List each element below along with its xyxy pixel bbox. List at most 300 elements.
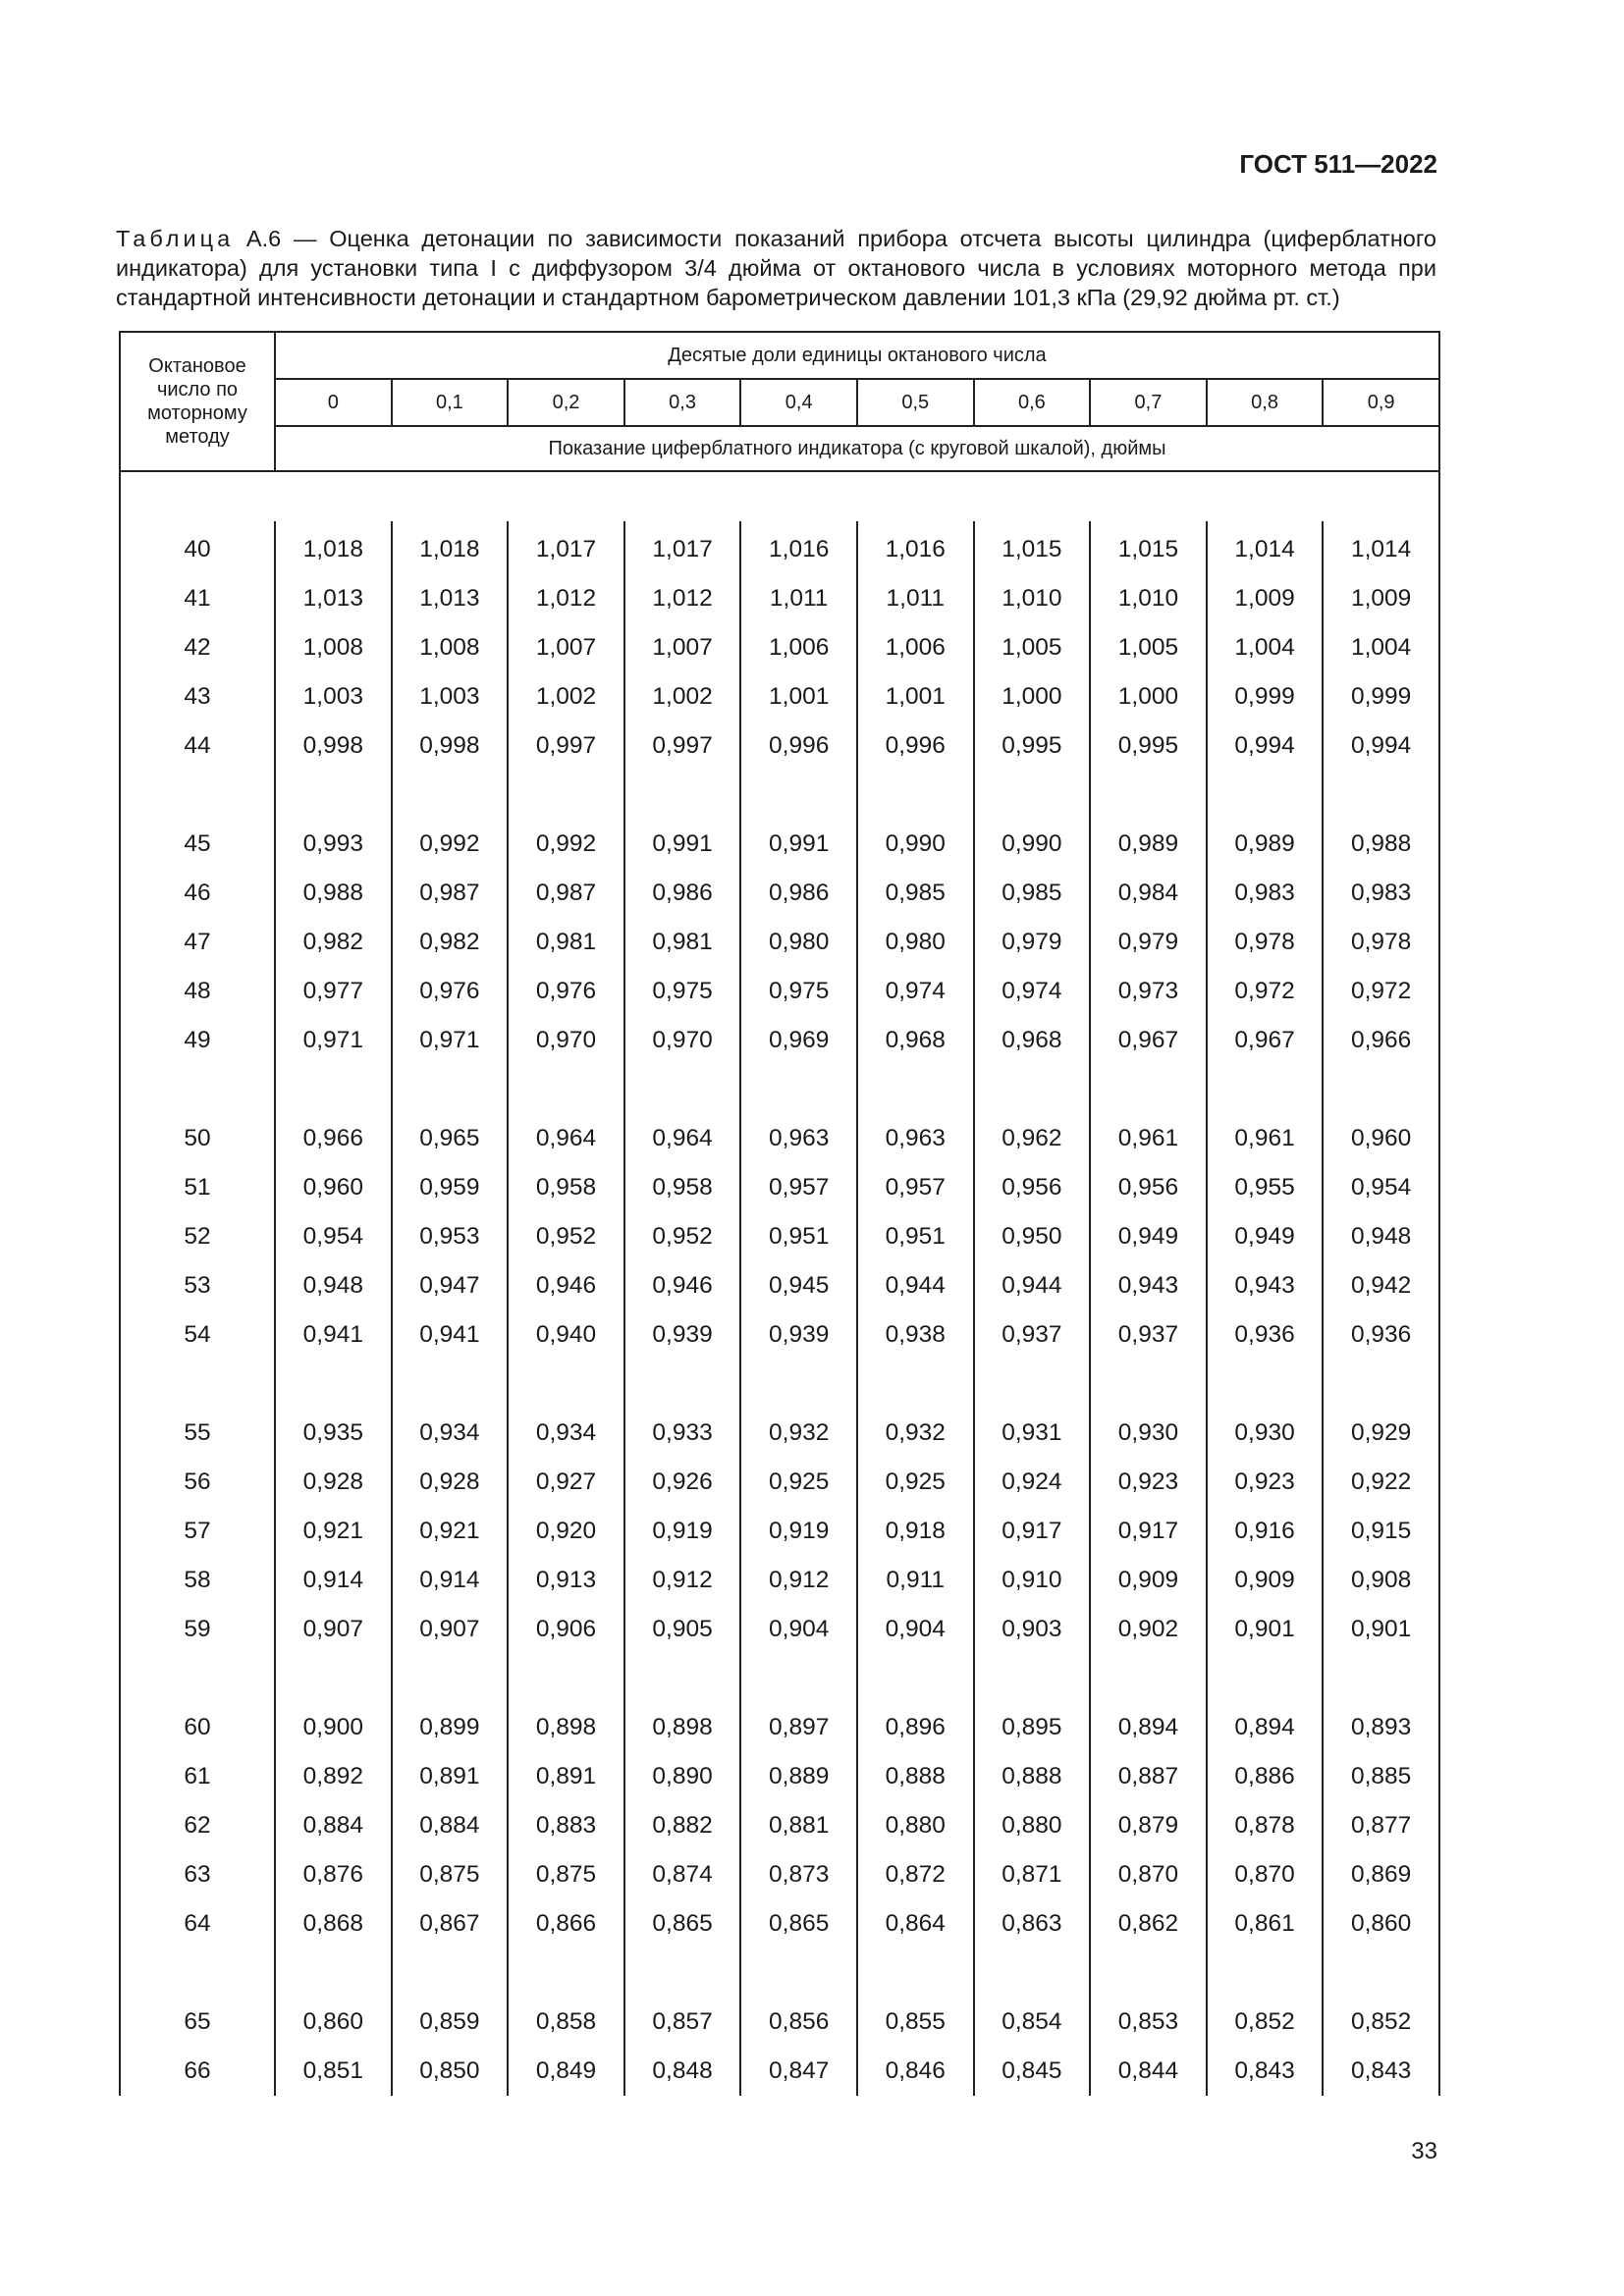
value-cell: 0,925 xyxy=(857,1458,974,1507)
value-cell: 0,971 xyxy=(275,1016,392,1065)
value-cell: 0,958 xyxy=(508,1163,624,1212)
octane-number-header: Октановое число по моторному методу xyxy=(120,332,275,471)
value-cell: 0,865 xyxy=(740,1899,857,1949)
value-cell: 1,008 xyxy=(275,623,392,672)
value-cell: 0,880 xyxy=(974,1801,1091,1850)
value-cell: 0,991 xyxy=(624,820,741,869)
value-cell: 1,011 xyxy=(740,574,857,623)
octane-cell: 57 xyxy=(120,1507,275,1556)
value-cell: 0,928 xyxy=(392,1458,509,1507)
value-cell: 0,937 xyxy=(1090,1310,1207,1360)
value-cell: 0,874 xyxy=(624,1850,741,1899)
table-row xyxy=(120,672,1439,721)
value-cell: 1,010 xyxy=(974,574,1091,623)
group-spacer-cell xyxy=(1090,1949,1207,1998)
value-cell: 0,924 xyxy=(974,1458,1091,1507)
value-cell: 0,952 xyxy=(624,1212,741,1261)
value-cell: 0,939 xyxy=(740,1310,857,1360)
value-cell: 0,940 xyxy=(508,1310,624,1360)
value-cell: 0,946 xyxy=(624,1261,741,1310)
octane-cell: 53 xyxy=(120,1261,275,1310)
value-cell: 0,947 xyxy=(392,1261,509,1310)
value-cell: 0,989 xyxy=(1207,820,1324,869)
value-cell: 0,898 xyxy=(624,1703,741,1752)
value-cell: 0,994 xyxy=(1323,721,1439,771)
value-cell: 0,943 xyxy=(1090,1261,1207,1310)
value-cell: 0,942 xyxy=(1323,1261,1439,1310)
value-cell: 0,981 xyxy=(508,918,624,967)
value-cell: 0,917 xyxy=(974,1507,1091,1556)
value-cell: 0,904 xyxy=(857,1605,974,1654)
header-separator xyxy=(120,471,1439,521)
value-cell: 0,906 xyxy=(508,1605,624,1654)
value-cell: 0,991 xyxy=(740,820,857,869)
value-cell: 0,881 xyxy=(740,1801,857,1850)
table-body xyxy=(120,471,1439,2096)
octane-cell: 62 xyxy=(120,1801,275,1850)
value-cell: 0,970 xyxy=(508,1016,624,1065)
value-cell: 0,922 xyxy=(1323,1458,1439,1507)
group-spacer-cell xyxy=(624,771,741,820)
value-cell: 0,861 xyxy=(1207,1899,1324,1949)
value-cell: 0,893 xyxy=(1323,1703,1439,1752)
value-cell: 0,886 xyxy=(1207,1752,1324,1801)
value-cell: 0,851 xyxy=(275,2047,392,2096)
value-cell: 1,014 xyxy=(1323,521,1439,574)
value-cell: 0,992 xyxy=(508,820,624,869)
value-cell: 0,866 xyxy=(508,1899,624,1949)
group-spacer-cell xyxy=(392,1065,509,1114)
value-cell: 0,996 xyxy=(857,721,974,771)
table-row xyxy=(120,869,1439,918)
group-spacer-cell xyxy=(740,1654,857,1703)
group-spacer-cell xyxy=(1090,1654,1207,1703)
group-spacer-cell xyxy=(508,771,624,820)
group-spacer-cell xyxy=(740,1065,857,1114)
value-cell: 0,995 xyxy=(1090,721,1207,771)
value-cell: 0,883 xyxy=(508,1801,624,1850)
value-cell: 0,944 xyxy=(857,1261,974,1310)
value-cell: 0,968 xyxy=(857,1016,974,1065)
value-cell: 0,993 xyxy=(275,820,392,869)
value-cell: 1,010 xyxy=(1090,574,1207,623)
value-cell: 0,870 xyxy=(1207,1850,1324,1899)
value-cell: 0,885 xyxy=(1323,1752,1439,1801)
value-cell: 1,007 xyxy=(508,623,624,672)
table-row xyxy=(120,1703,1439,1752)
group-spacer-cell xyxy=(392,1949,509,1998)
value-cell: 0,963 xyxy=(740,1114,857,1163)
tenths-header: Десятые доли единицы октанового числа xyxy=(275,332,1439,379)
octane-cell: 47 xyxy=(120,918,275,967)
octane-cell: 60 xyxy=(120,1703,275,1752)
octane-cell: 58 xyxy=(120,1556,275,1605)
value-cell: 0,889 xyxy=(740,1752,857,1801)
value-cell: 0,967 xyxy=(1090,1016,1207,1065)
value-cell: 0,865 xyxy=(624,1899,741,1949)
table-caption-lead: Таблица xyxy=(116,226,235,251)
value-cell: 0,953 xyxy=(392,1212,509,1261)
value-cell: 0,972 xyxy=(1323,967,1439,1016)
value-cell: 1,016 xyxy=(857,521,974,574)
value-cell: 1,017 xyxy=(624,521,741,574)
value-cell: 0,988 xyxy=(275,869,392,918)
value-cell: 0,965 xyxy=(392,1114,509,1163)
table-row xyxy=(120,623,1439,672)
value-cell: 0,887 xyxy=(1090,1752,1207,1801)
group-spacer-cell xyxy=(120,1360,275,1409)
value-cell: 0,930 xyxy=(1090,1409,1207,1458)
value-cell: 0,968 xyxy=(974,1016,1091,1065)
value-cell: 0,941 xyxy=(392,1310,509,1360)
value-cell: 1,000 xyxy=(1090,672,1207,721)
value-cell: 0,903 xyxy=(974,1605,1091,1654)
value-cell: 0,896 xyxy=(857,1703,974,1752)
octane-cell: 52 xyxy=(120,1212,275,1261)
value-cell: 0,936 xyxy=(1323,1310,1439,1360)
value-cell: 0,909 xyxy=(1207,1556,1324,1605)
group-spacer-cell xyxy=(508,1949,624,1998)
octane-cell: 48 xyxy=(120,967,275,1016)
value-cell: 1,007 xyxy=(624,623,741,672)
value-cell: 0,858 xyxy=(508,1998,624,2047)
value-cell: 1,012 xyxy=(624,574,741,623)
group-spacer-cell xyxy=(508,1654,624,1703)
value-cell: 0,862 xyxy=(1090,1899,1207,1949)
group-spacer-cell xyxy=(1090,1360,1207,1409)
table-row xyxy=(120,1850,1439,1899)
table-row xyxy=(120,1310,1439,1360)
table-row xyxy=(120,574,1439,623)
value-cell: 0,901 xyxy=(1323,1605,1439,1654)
value-cell: 0,985 xyxy=(857,869,974,918)
value-cell: 0,860 xyxy=(1323,1899,1439,1949)
table-row xyxy=(120,1163,1439,1212)
value-cell: 1,004 xyxy=(1323,623,1439,672)
value-cell: 0,955 xyxy=(1207,1163,1324,1212)
value-cell: 0,934 xyxy=(508,1409,624,1458)
value-cell: 0,852 xyxy=(1207,1998,1324,2047)
value-cell: 0,995 xyxy=(974,721,1091,771)
value-cell: 0,875 xyxy=(392,1850,509,1899)
value-cell: 0,882 xyxy=(624,1801,741,1850)
value-cell: 0,961 xyxy=(1207,1114,1324,1163)
value-cell: 0,907 xyxy=(275,1605,392,1654)
group-spacer-cell xyxy=(857,1949,974,1998)
group-spacer-cell xyxy=(1207,771,1324,820)
column-header: 0,4 xyxy=(740,379,857,426)
value-cell: 0,855 xyxy=(857,1998,974,2047)
value-cell: 0,843 xyxy=(1323,2047,1439,2096)
value-cell: 0,908 xyxy=(1323,1556,1439,1605)
value-cell: 0,898 xyxy=(508,1703,624,1752)
value-cell: 0,998 xyxy=(392,721,509,771)
value-cell: 0,909 xyxy=(1090,1556,1207,1605)
value-cell: 0,926 xyxy=(624,1458,741,1507)
value-cell: 0,975 xyxy=(624,967,741,1016)
value-cell: 0,864 xyxy=(857,1899,974,1949)
value-cell: 0,976 xyxy=(508,967,624,1016)
value-cell: 0,863 xyxy=(974,1899,1091,1949)
value-cell: 0,982 xyxy=(275,918,392,967)
value-cell: 0,999 xyxy=(1207,672,1324,721)
value-cell: 0,983 xyxy=(1323,869,1439,918)
value-cell: 0,872 xyxy=(857,1850,974,1899)
table-row xyxy=(120,721,1439,771)
group-spacer-cell xyxy=(508,1065,624,1114)
value-cell: 1,008 xyxy=(392,623,509,672)
octane-cell: 45 xyxy=(120,820,275,869)
table-row xyxy=(120,2047,1439,2096)
group-spacer-cell xyxy=(275,1065,392,1114)
column-header: 0,5 xyxy=(857,379,974,426)
value-cell: 0,964 xyxy=(508,1114,624,1163)
value-cell: 0,957 xyxy=(857,1163,974,1212)
value-cell: 1,016 xyxy=(740,521,857,574)
value-cell: 0,913 xyxy=(508,1556,624,1605)
group-spacer-cell xyxy=(1323,1654,1439,1703)
value-cell: 0,910 xyxy=(974,1556,1091,1605)
value-cell: 0,948 xyxy=(1323,1212,1439,1261)
value-cell: 1,011 xyxy=(857,574,974,623)
octane-cell: 41 xyxy=(120,574,275,623)
value-cell: 1,001 xyxy=(857,672,974,721)
value-cell: 0,888 xyxy=(857,1752,974,1801)
value-cell: 0,952 xyxy=(508,1212,624,1261)
value-cell: 0,852 xyxy=(1323,1998,1439,2047)
value-cell: 0,892 xyxy=(275,1752,392,1801)
value-cell: 0,900 xyxy=(275,1703,392,1752)
value-cell: 0,921 xyxy=(392,1507,509,1556)
value-cell: 0,981 xyxy=(624,918,741,967)
value-cell: 0,877 xyxy=(1323,1801,1439,1850)
value-cell: 0,976 xyxy=(392,967,509,1016)
standard-designation: ГОСТ 511—2022 xyxy=(1239,149,1437,179)
value-cell: 0,983 xyxy=(1207,869,1324,918)
group-spacer-cell xyxy=(974,1949,1091,1998)
octane-cell: 64 xyxy=(120,1899,275,1949)
group-spacer-cell xyxy=(740,1360,857,1409)
value-cell: 1,013 xyxy=(275,574,392,623)
value-cell: 0,856 xyxy=(740,1998,857,2047)
value-cell: 0,987 xyxy=(392,869,509,918)
value-cell: 1,005 xyxy=(974,623,1091,672)
value-cell: 0,894 xyxy=(1090,1703,1207,1752)
value-cell: 1,003 xyxy=(275,672,392,721)
value-cell: 0,960 xyxy=(275,1163,392,1212)
octane-cell: 42 xyxy=(120,623,275,672)
value-cell: 0,931 xyxy=(974,1409,1091,1458)
value-cell: 0,999 xyxy=(1323,672,1439,721)
value-cell: 0,978 xyxy=(1323,918,1439,967)
value-cell: 0,966 xyxy=(275,1114,392,1163)
value-cell: 0,894 xyxy=(1207,1703,1324,1752)
value-cell: 1,015 xyxy=(1090,521,1207,574)
value-cell: 0,984 xyxy=(1090,869,1207,918)
value-cell: 0,944 xyxy=(974,1261,1091,1310)
value-cell: 0,996 xyxy=(740,721,857,771)
value-cell: 0,989 xyxy=(1090,820,1207,869)
value-cell: 0,912 xyxy=(624,1556,741,1605)
column-header: 0,7 xyxy=(1090,379,1207,426)
value-cell: 0,932 xyxy=(857,1409,974,1458)
value-cell: 1,000 xyxy=(974,672,1091,721)
group-spacer-cell xyxy=(1323,1949,1439,1998)
value-cell: 0,954 xyxy=(275,1212,392,1261)
group-spacer-cell xyxy=(1323,1360,1439,1409)
group-spacer-cell xyxy=(1207,1949,1324,1998)
table-row xyxy=(120,918,1439,967)
value-cell: 0,997 xyxy=(508,721,624,771)
octane-cell: 59 xyxy=(120,1605,275,1654)
value-cell: 0,958 xyxy=(624,1163,741,1212)
value-cell: 0,971 xyxy=(392,1016,509,1065)
value-cell: 0,951 xyxy=(857,1212,974,1261)
value-cell: 0,935 xyxy=(275,1409,392,1458)
value-cell: 0,990 xyxy=(857,820,974,869)
value-cell: 0,920 xyxy=(508,1507,624,1556)
value-cell: 0,937 xyxy=(974,1310,1091,1360)
group-spacer-cell xyxy=(974,1065,1091,1114)
value-cell: 0,912 xyxy=(740,1556,857,1605)
column-header: 0,2 xyxy=(508,379,624,426)
value-cell: 0,897 xyxy=(740,1703,857,1752)
value-cell: 0,911 xyxy=(857,1556,974,1605)
table-caption-text: А.6 — Оценка детонации по зависимости показаний прибора отсчета высоты цилиндра (циферблатного индикатора) для установки типа I с диффузором 3/4 дюйма от октанового числа в условиях моторного метода при стандартной интенсивности детонации и стандартном барометрическом давлении 101,3 кПа (29,92 дюйма рт. ст.) xyxy=(116,226,1436,310)
group-spacer-cell xyxy=(1207,1360,1324,1409)
value-cell: 1,002 xyxy=(624,672,741,721)
group-spacer-cell xyxy=(392,771,509,820)
value-cell: 0,962 xyxy=(974,1114,1091,1163)
value-cell: 0,959 xyxy=(392,1163,509,1212)
value-cell: 0,923 xyxy=(1090,1458,1207,1507)
value-cell: 0,980 xyxy=(740,918,857,967)
value-cell: 0,928 xyxy=(275,1458,392,1507)
octane-cell: 43 xyxy=(120,672,275,721)
value-cell: 0,980 xyxy=(857,918,974,967)
value-cell: 0,941 xyxy=(275,1310,392,1360)
value-cell: 0,969 xyxy=(740,1016,857,1065)
octane-cell: 65 xyxy=(120,1998,275,2047)
octane-cell: 50 xyxy=(120,1114,275,1163)
group-spacer-cell xyxy=(624,1065,741,1114)
value-cell: 0,868 xyxy=(275,1899,392,1949)
group-spacer-cell xyxy=(275,1949,392,1998)
group-spacer-cell xyxy=(624,1654,741,1703)
value-cell: 0,917 xyxy=(1090,1507,1207,1556)
value-cell: 0,859 xyxy=(392,1998,509,2047)
group-spacer-cell xyxy=(508,1360,624,1409)
value-cell: 0,990 xyxy=(974,820,1091,869)
value-cell: 0,847 xyxy=(740,2047,857,2096)
octane-cell: 54 xyxy=(120,1310,275,1360)
value-cell: 0,843 xyxy=(1207,2047,1324,2096)
value-cell: 1,014 xyxy=(1207,521,1324,574)
value-cell: 0,880 xyxy=(857,1801,974,1850)
value-cell: 0,857 xyxy=(624,1998,741,2047)
octane-cell: 55 xyxy=(120,1409,275,1458)
value-cell: 0,916 xyxy=(1207,1507,1324,1556)
value-cell: 0,915 xyxy=(1323,1507,1439,1556)
value-cell: 0,949 xyxy=(1207,1212,1324,1261)
units-header: Показание циферблатного индикатора (с круговой шкалой), дюймы xyxy=(275,426,1439,471)
value-cell: 0,927 xyxy=(508,1458,624,1507)
value-cell: 1,005 xyxy=(1090,623,1207,672)
group-spacer-cell xyxy=(1207,1654,1324,1703)
group-spacer-cell xyxy=(624,1360,741,1409)
column-header: 0,1 xyxy=(392,379,509,426)
value-cell: 0,878 xyxy=(1207,1801,1324,1850)
table-row xyxy=(120,1899,1439,1949)
value-cell: 0,946 xyxy=(508,1261,624,1310)
group-spacer-cell xyxy=(392,1654,509,1703)
value-cell: 0,956 xyxy=(974,1163,1091,1212)
octane-cell: 49 xyxy=(120,1016,275,1065)
value-cell: 0,849 xyxy=(508,2047,624,2096)
value-cell: 0,905 xyxy=(624,1605,741,1654)
table-row xyxy=(120,1114,1439,1163)
group-spacer-cell xyxy=(275,1360,392,1409)
value-cell: 0,914 xyxy=(392,1556,509,1605)
column-header: 0,9 xyxy=(1323,379,1439,426)
column-header: 0,3 xyxy=(624,379,741,426)
value-cell: 1,003 xyxy=(392,672,509,721)
group-spacer-cell xyxy=(275,1654,392,1703)
group-spacer-cell xyxy=(120,1654,275,1703)
group-spacer-cell xyxy=(120,1949,275,1998)
table-caption xyxy=(116,224,1436,312)
group-spacer-cell xyxy=(624,1949,741,1998)
table-row xyxy=(120,1409,1439,1458)
group-spacer-cell xyxy=(974,1360,1091,1409)
value-cell: 0,950 xyxy=(974,1212,1091,1261)
value-cell: 1,006 xyxy=(857,623,974,672)
value-cell: 0,956 xyxy=(1090,1163,1207,1212)
value-cell: 0,854 xyxy=(974,1998,1091,2047)
group-spacer-cell xyxy=(1090,771,1207,820)
table-row xyxy=(120,1458,1439,1507)
value-cell: 1,017 xyxy=(508,521,624,574)
value-cell: 0,986 xyxy=(624,869,741,918)
value-cell: 1,015 xyxy=(974,521,1091,574)
table-row xyxy=(120,820,1439,869)
value-cell: 1,002 xyxy=(508,672,624,721)
value-cell: 0,848 xyxy=(624,2047,741,2096)
value-cell: 0,904 xyxy=(740,1605,857,1654)
value-cell: 0,978 xyxy=(1207,918,1324,967)
value-cell: 0,986 xyxy=(740,869,857,918)
value-cell: 0,997 xyxy=(624,721,741,771)
group-spacer-cell xyxy=(974,771,1091,820)
group-spacer-cell xyxy=(857,1065,974,1114)
table-row xyxy=(120,1261,1439,1310)
value-cell: 0,919 xyxy=(740,1507,857,1556)
value-cell: 1,018 xyxy=(275,521,392,574)
table-row xyxy=(120,1507,1439,1556)
value-cell: 0,934 xyxy=(392,1409,509,1458)
group-spacer-cell xyxy=(740,1949,857,1998)
table-row xyxy=(120,1998,1439,2047)
value-cell: 0,890 xyxy=(624,1752,741,1801)
value-cell: 0,888 xyxy=(974,1752,1091,1801)
value-cell: 0,939 xyxy=(624,1310,741,1360)
value-cell: 0,884 xyxy=(275,1801,392,1850)
value-cell: 0,860 xyxy=(275,1998,392,2047)
value-cell: 0,973 xyxy=(1090,967,1207,1016)
value-cell: 0,957 xyxy=(740,1163,857,1212)
octane-cell: 44 xyxy=(120,721,275,771)
value-cell: 0,985 xyxy=(974,869,1091,918)
